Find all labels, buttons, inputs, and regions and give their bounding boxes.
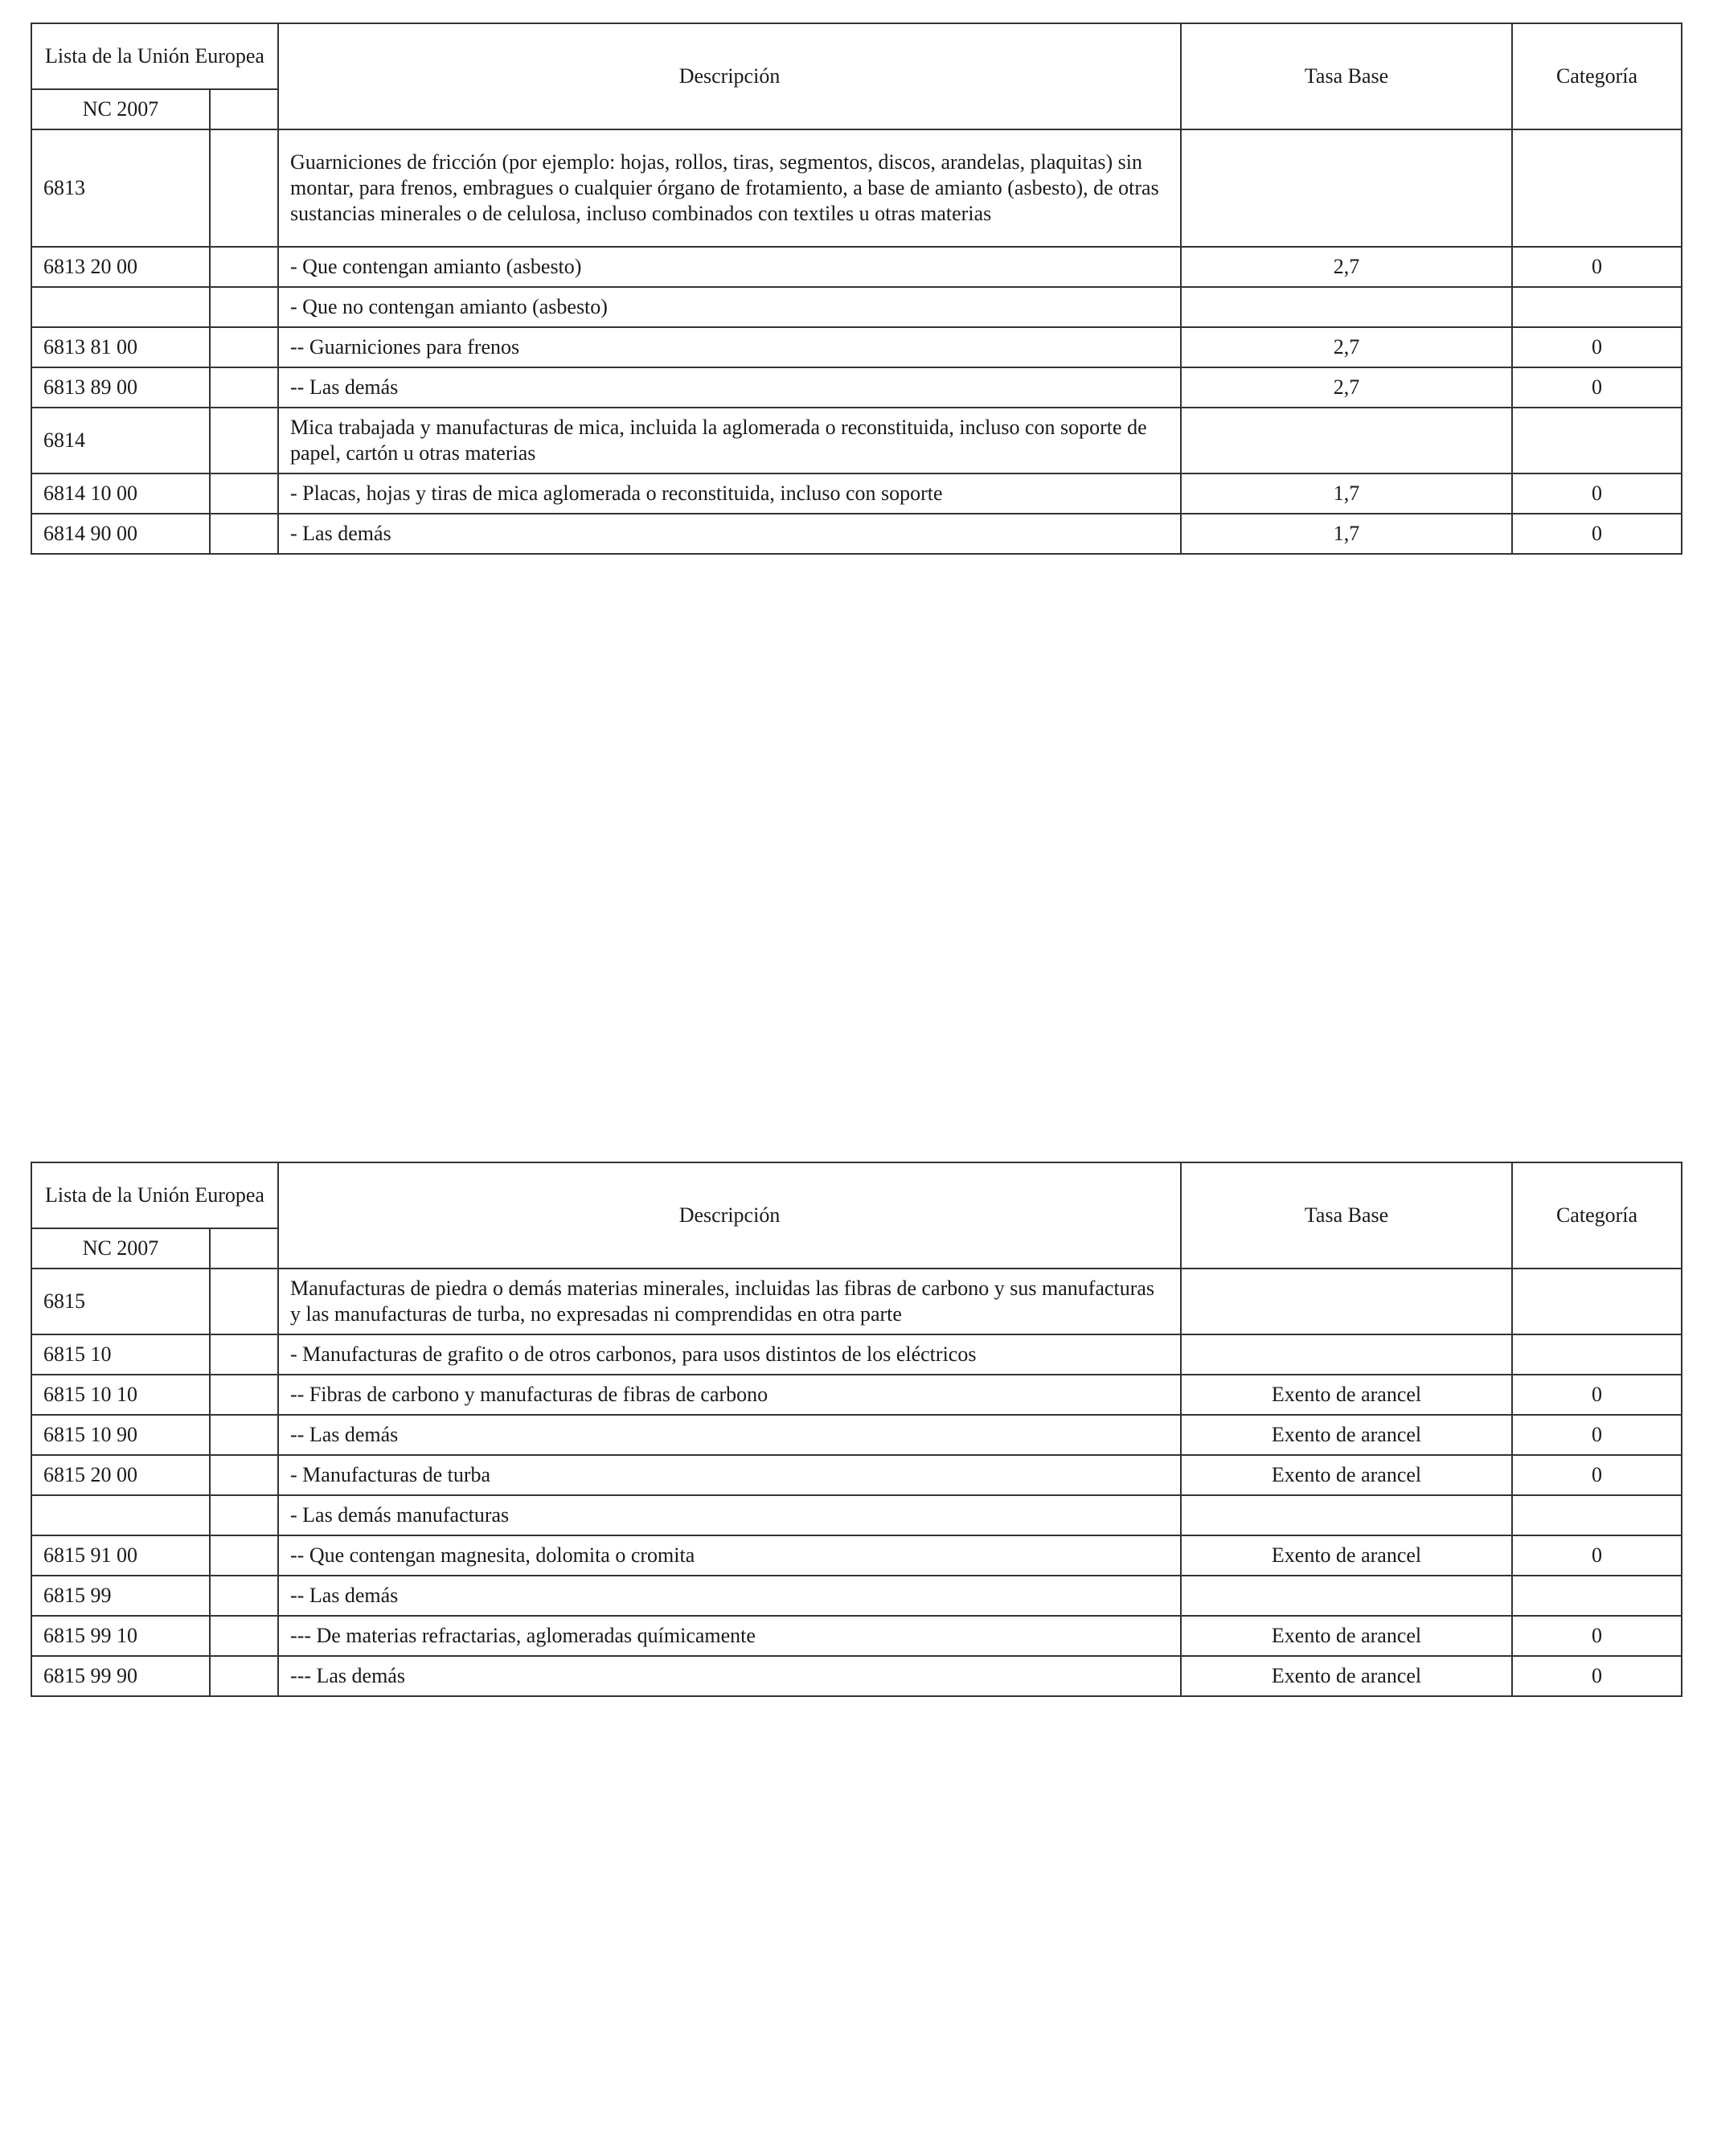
base-rate: Exento de arancel — [1181, 1415, 1512, 1455]
table-row — [31, 1576, 1682, 1616]
description: --- Las demás — [278, 1656, 1181, 1696]
base-rate — [1181, 129, 1512, 247]
category: 0 — [1512, 1616, 1682, 1656]
description: - Las demás — [278, 514, 1181, 554]
table-row — [31, 1535, 1682, 1576]
base-rate: 2,7 — [1181, 327, 1512, 367]
empty-cell — [210, 327, 278, 367]
nc-code — [31, 287, 210, 327]
base-rate: Exento de arancel — [1181, 1375, 1512, 1415]
description: Manufacturas de piedra o demás materias minerales, incluidas las fibras de carbono y sus manufacturas y las manufacturas de turba, no expresadas ni comprendidas en otra parte — [278, 1269, 1181, 1334]
empty-cell — [210, 1616, 278, 1656]
description: - Placas, hojas y tiras de mica aglomerada o reconstituida, incluso con soporte — [278, 473, 1181, 514]
table-row — [31, 287, 1682, 327]
table-row — [31, 1375, 1682, 1415]
base-rate: 2,7 — [1181, 367, 1512, 408]
header-nc-2007: NC 2007 — [31, 89, 210, 129]
nc-code — [31, 1495, 210, 1535]
nc-code: 6815 99 — [31, 1576, 210, 1616]
table-row — [31, 247, 1682, 287]
empty-cell — [210, 473, 278, 514]
description: - Las demás manufacturas — [278, 1495, 1181, 1535]
base-rate — [1181, 408, 1512, 473]
nc-code: 6815 20 00 — [31, 1455, 210, 1495]
base-rate: 1,7 — [1181, 514, 1512, 554]
empty-cell — [210, 367, 278, 408]
table-row — [31, 473, 1682, 514]
empty-cell — [210, 1334, 278, 1375]
description: -- Que contengan magnesita, dolomita o cromita — [278, 1535, 1181, 1576]
empty-cell — [210, 287, 278, 327]
description: -- Guarniciones para frenos — [278, 327, 1181, 367]
header-category: Categoría — [1512, 23, 1682, 129]
base-rate: Exento de arancel — [1181, 1455, 1512, 1495]
header-empty-cell — [210, 1228, 278, 1269]
nc-code: 6815 10 90 — [31, 1415, 210, 1455]
category — [1512, 1334, 1682, 1375]
header-base-rate: Tasa Base — [1181, 23, 1512, 129]
table-header-row — [31, 23, 1682, 89]
tariff-table-2 — [31, 1162, 1682, 1697]
base-rate — [1181, 1334, 1512, 1375]
table-row — [31, 1334, 1682, 1375]
category — [1512, 408, 1682, 473]
base-rate: Exento de arancel — [1181, 1616, 1512, 1656]
category — [1512, 129, 1682, 247]
category: 0 — [1512, 1375, 1682, 1415]
empty-cell — [210, 514, 278, 554]
description: Mica trabajada y manufacturas de mica, incluida la aglomerada o reconstituida, incluso con soporte de papel, cartón u otras materias — [278, 408, 1181, 473]
nc-code: 6815 99 90 — [31, 1656, 210, 1696]
nc-code: 6815 — [31, 1269, 210, 1334]
table-row — [31, 129, 1682, 247]
empty-cell — [210, 408, 278, 473]
table-header-row — [31, 1162, 1682, 1228]
description: Guarniciones de fricción (por ejemplo: hojas, rollos, tiras, segmentos, discos, arandelas, plaquitas) sin montar, para frenos, embragues o cualquier órgano de frotamiento, a base de amianto (asbesto), de otras sustancias minerales o de celulosa, incluso combinados con textiles u otras materias — [278, 129, 1181, 247]
base-rate: Exento de arancel — [1181, 1656, 1512, 1696]
description: - Manufacturas de grafito o de otros carbonos, para usos distintos de los eléctricos — [278, 1334, 1181, 1375]
table-row — [31, 514, 1682, 554]
table-row — [31, 327, 1682, 367]
empty-cell — [210, 1375, 278, 1415]
category: 0 — [1512, 1415, 1682, 1455]
table-row — [31, 1656, 1682, 1696]
table-row — [31, 1455, 1682, 1495]
description: - Manufacturas de turba — [278, 1455, 1181, 1495]
category: 0 — [1512, 247, 1682, 287]
nc-code: 6813 81 00 — [31, 327, 210, 367]
empty-cell — [210, 1455, 278, 1495]
nc-code: 6815 99 10 — [31, 1616, 210, 1656]
empty-cell — [210, 129, 278, 247]
nc-code: 6813 — [31, 129, 210, 247]
category: 0 — [1512, 367, 1682, 408]
nc-code: 6815 10 10 — [31, 1375, 210, 1415]
category: 0 — [1512, 327, 1682, 367]
empty-cell — [210, 1415, 278, 1455]
base-rate — [1181, 1269, 1512, 1334]
table-row — [31, 367, 1682, 408]
description: - Que contengan amianto (asbesto) — [278, 247, 1181, 287]
table-row — [31, 1495, 1682, 1535]
description: -- Las demás — [278, 367, 1181, 408]
description: -- Las demás — [278, 1415, 1181, 1455]
nc-code: 6815 10 — [31, 1334, 210, 1375]
description: - Que no contengan amianto (asbesto) — [278, 287, 1181, 327]
category — [1512, 1495, 1682, 1535]
table-row — [31, 1616, 1682, 1656]
category: 0 — [1512, 514, 1682, 554]
table-row — [31, 1269, 1682, 1334]
nc-code: 6814 90 00 — [31, 514, 210, 554]
empty-cell — [210, 247, 278, 287]
header-list-eu: Lista de la Unión Europea — [31, 23, 278, 89]
tariff-table-1 — [31, 23, 1682, 555]
base-rate — [1181, 1495, 1512, 1535]
category — [1512, 1269, 1682, 1334]
header-category: Categoría — [1512, 1162, 1682, 1269]
empty-cell — [210, 1576, 278, 1616]
header-description: Descripción — [278, 23, 1181, 129]
table-row — [31, 408, 1682, 473]
nc-code: 6815 91 00 — [31, 1535, 210, 1576]
category: 0 — [1512, 1656, 1682, 1696]
description: --- De materias refractarias, aglomeradas químicamente — [278, 1616, 1181, 1656]
nc-code: 6813 89 00 — [31, 367, 210, 408]
empty-cell — [210, 1495, 278, 1535]
base-rate — [1181, 1576, 1512, 1616]
category — [1512, 287, 1682, 327]
base-rate: 2,7 — [1181, 247, 1512, 287]
category — [1512, 1576, 1682, 1616]
header-list-eu: Lista de la Unión Europea — [31, 1162, 278, 1228]
category: 0 — [1512, 1535, 1682, 1576]
nc-code: 6814 10 00 — [31, 473, 210, 514]
empty-cell — [210, 1269, 278, 1334]
header-base-rate: Tasa Base — [1181, 1162, 1512, 1269]
header-empty-cell — [210, 89, 278, 129]
base-rate: 1,7 — [1181, 473, 1512, 514]
category: 0 — [1512, 1455, 1682, 1495]
description: -- Las demás — [278, 1576, 1181, 1616]
base-rate: Exento de arancel — [1181, 1535, 1512, 1576]
description: -- Fibras de carbono y manufacturas de fibras de carbono — [278, 1375, 1181, 1415]
header-nc-2007: NC 2007 — [31, 1228, 210, 1269]
table-row — [31, 1415, 1682, 1455]
empty-cell — [210, 1535, 278, 1576]
header-description: Descripción — [278, 1162, 1181, 1269]
empty-cell — [210, 1656, 278, 1696]
nc-code: 6814 — [31, 408, 210, 473]
category: 0 — [1512, 473, 1682, 514]
nc-code: 6813 20 00 — [31, 247, 210, 287]
base-rate — [1181, 287, 1512, 327]
